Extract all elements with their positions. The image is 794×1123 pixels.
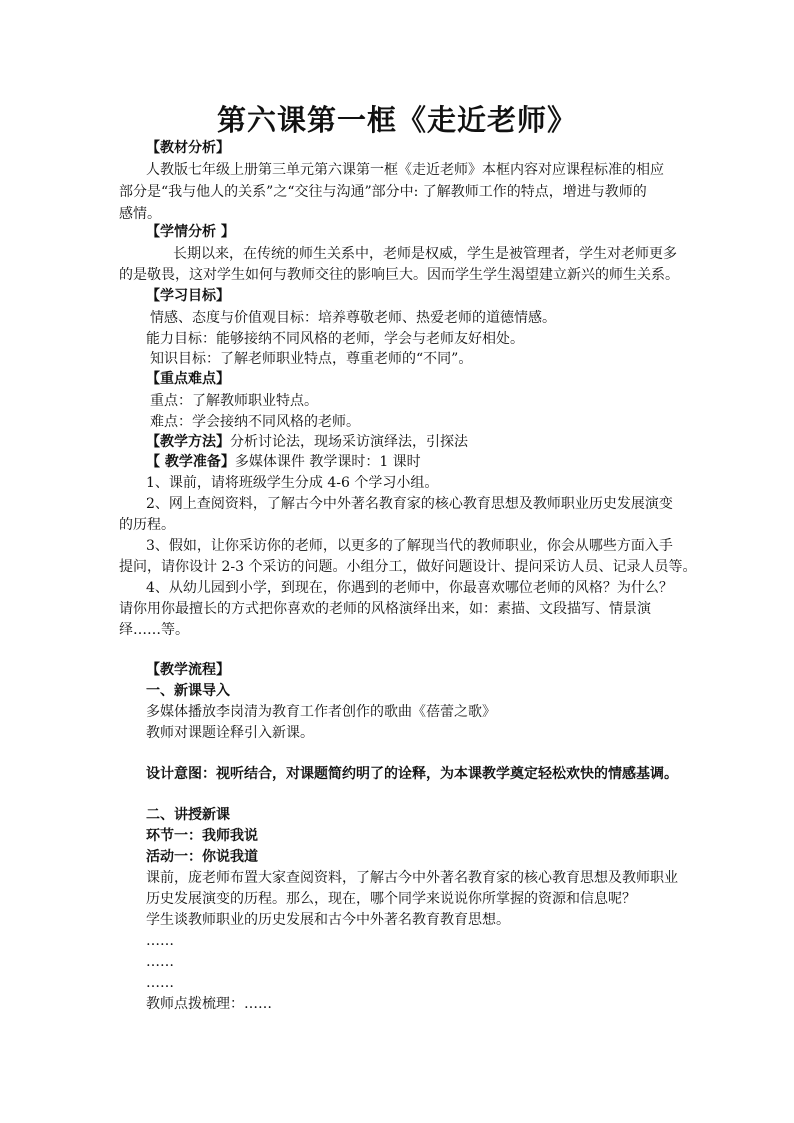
design-intent: 设计意图：视听结合，对课题简约明了的诠释，为本课教学奠定轻松欢快的情感基调。 <box>146 766 678 782</box>
section-heading-learning-goals: 【学习目标】 <box>146 288 230 304</box>
prep-item: 3、假如，让你采访你的老师，以更多的了解现当代的教师职业，你会从哪些方面入手 <box>146 538 673 554</box>
prep-item: 2、网上查阅资料，了解古今中外著名教育家的核心教育思想及教师职业历史发展演变 <box>146 496 673 512</box>
key-point-line: 重点：了解教师职业特点。 <box>150 393 318 409</box>
section-heading-teaching-flow: 【教学流程】 <box>146 662 230 678</box>
flow-line: 教师点拨梳理：…… <box>146 996 272 1012</box>
paragraph-line: 的是敬畏，这对学生如何与教师交往的影响巨大。因而学生学生渴望建立新兴的师生关系。 <box>119 267 679 283</box>
section-heading-teaching-method: 【教学方法】 <box>146 434 230 450</box>
flow-part-heading: 二、讲授新课 <box>146 807 230 823</box>
goal-line: 能力目标：能够接纳不同风格的老师，学会与老师友好相处。 <box>146 331 524 347</box>
paragraph-line: 感情。 <box>119 206 161 222</box>
flow-line: …… <box>146 933 174 949</box>
flow-line: 课前，庞老师布置大家查阅资料，了解古今中外著名教育家的核心教育思想及教师职业 <box>146 870 678 886</box>
section-heading-teaching-prep: 【 教学准备】 <box>146 454 235 470</box>
flow-part-heading: 一、新课导入 <box>146 683 230 699</box>
flow-activity-heading: 活动一：你说我道 <box>146 849 258 865</box>
flow-line: 学生谈教师职业的历史发展和古今中外著名教育教育思想。 <box>146 912 510 928</box>
teaching-prep-line <box>146 453 421 471</box>
teaching-method-line <box>146 433 468 451</box>
paragraph-line: 部分是“我与他人的关系”之“交往与沟通”部分中: 了解教师工作的特点，增进与教师的 <box>119 184 647 200</box>
flow-link-heading: 环节一：我师我说 <box>146 828 258 844</box>
prep-item: 请你用你最擅长的方式把你喜欢的老师的风格演绎出来，如：素描、文段描写、情景演 <box>119 601 651 617</box>
prep-item: 的历程。 <box>119 517 175 533</box>
flow-line: 历史发展演变的历程。那么，现在，哪个同学来说说你所掌握的资源和信息呢？ <box>146 891 636 907</box>
section-heading-textbook-analysis: 【教材分析】 <box>146 140 230 156</box>
flow-line: …… <box>146 975 174 991</box>
teaching-method-text: 分析讨论法，现场采访演绎法，引探法 <box>230 434 468 450</box>
goal-line: 知识目标：了解老师职业特点，尊重老师的“不同”。 <box>150 351 473 367</box>
flow-line: 教师对课题诠释引入新课。 <box>146 725 314 741</box>
goal-line: 情感、态度与价值观目标：培养尊敬老师、热爱老师的道德情感。 <box>150 310 556 326</box>
paragraph-line: 长期以来，在传统的师生关系中，老师是权威，学生是被管理者，学生对老师更多 <box>173 246 677 262</box>
flow-line: 多媒体播放李岗清为教育工作者创作的歌曲《蓓蕾之歌》 <box>146 704 496 720</box>
prep-item: 绎……等。 <box>119 622 189 638</box>
page-title: 第六课第一框《走近老师》 <box>216 103 577 137</box>
paragraph-line: 人教版七年级上册第三单元第六课第一框《走近老师》本框内容对应课程标准的相应 <box>146 162 664 178</box>
prep-item: 1、课前，请将班级学生分成 4-6 个学习小组。 <box>146 475 439 491</box>
section-heading-key-points: 【重点难点】 <box>146 371 230 387</box>
section-heading-student-analysis: 【学情分析 】 <box>146 224 235 240</box>
key-point-line: 难点：学会接纳不同风格的老师。 <box>150 414 360 430</box>
flow-line: …… <box>146 954 174 970</box>
prep-item: 4、从幼儿园到小学，到现在，你遇到的老师中，你最喜欢哪位老师的风格？为什么？ <box>146 580 673 596</box>
prep-item: 提问，请你设计 2-3 个采访的问题。小组分工，做好问题设计、提问采访人员、记录人员等。 <box>119 559 697 575</box>
teaching-prep-text: 多媒体课件 教学课时：1 课时 <box>234 454 421 470</box>
